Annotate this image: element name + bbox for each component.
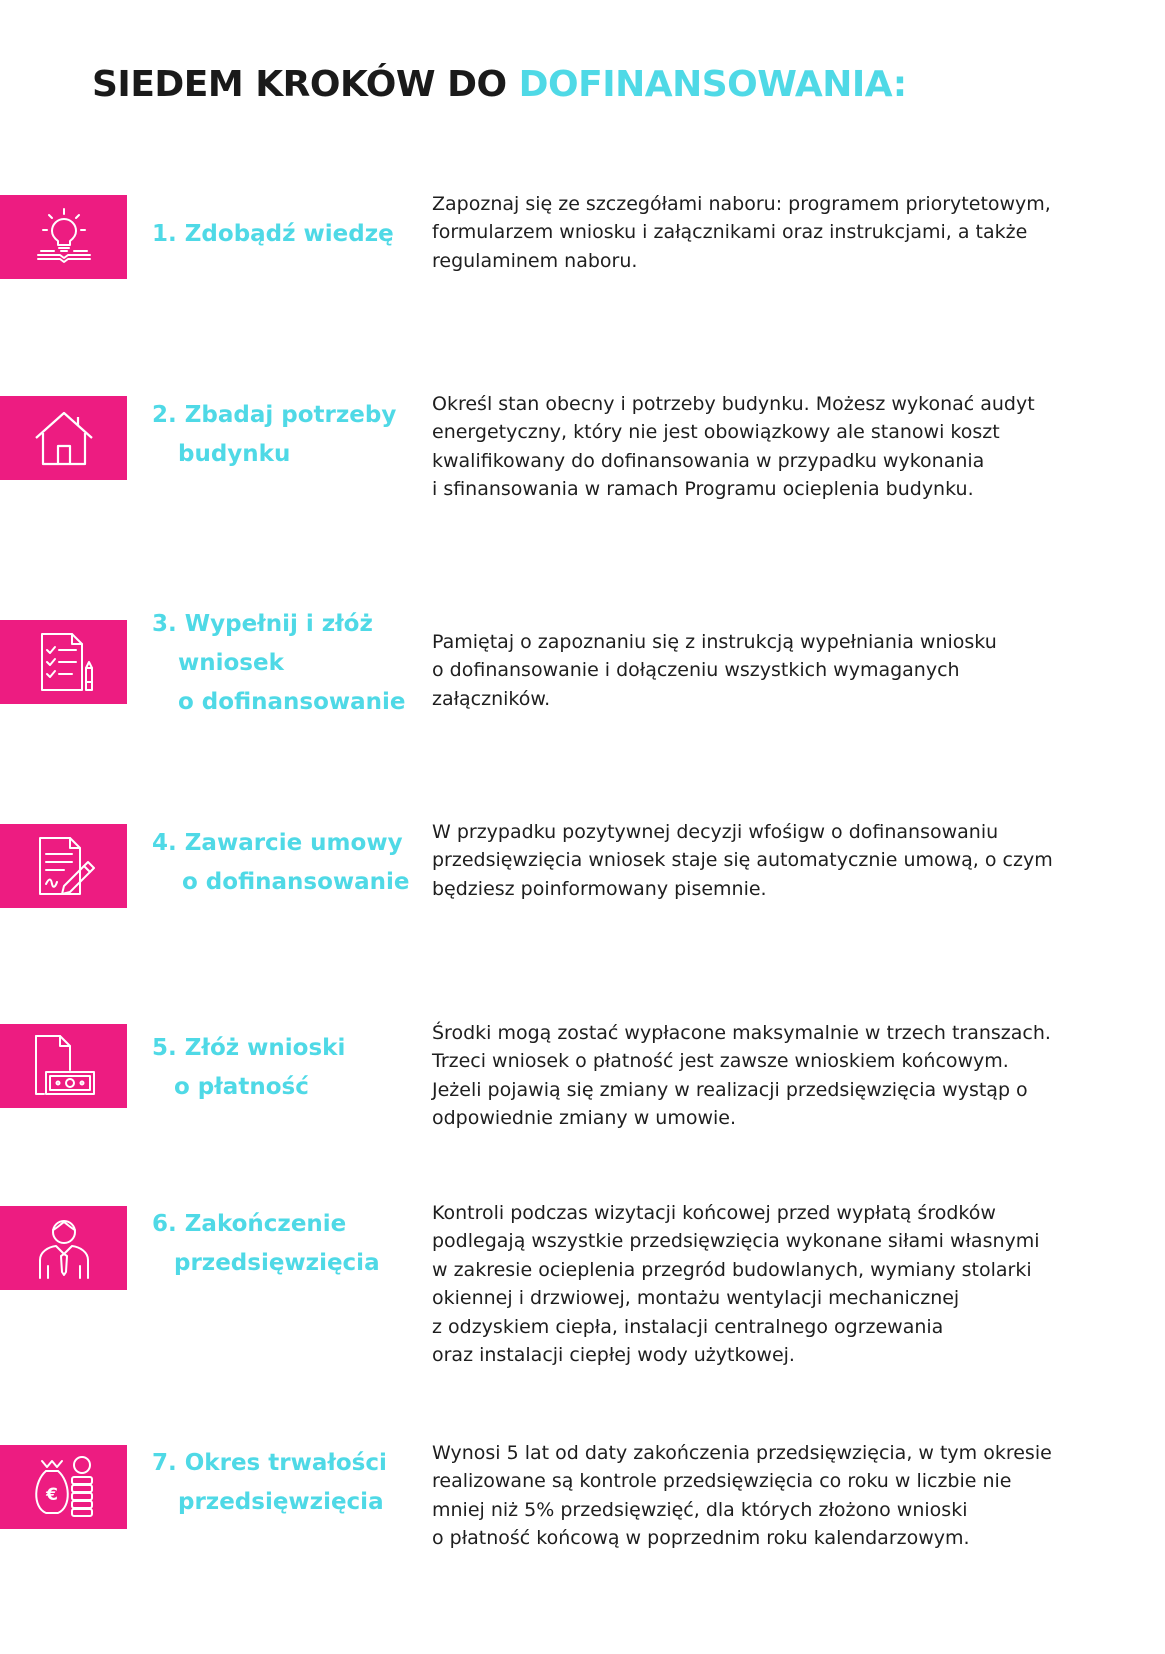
step-1-description — [432, 190, 1122, 275]
step-6-title — [152, 1205, 380, 1283]
step-6-title-line: przedsięwzięcia — [174, 1250, 380, 1276]
description-line: Zapoznaj się ze szczegółami naboru: programem priorytetowym, — [432, 193, 1051, 215]
step-5-title-line: 5. Złóż wnioski — [152, 1035, 346, 1061]
description-line: energetyczny, który nie jest obowiązkowy ale stanowi koszt — [432, 421, 1000, 444]
step-4-title-line: 4. Zawarcie umowy — [152, 830, 403, 856]
step-1-title-line: 1. Zdobądź wiedzę — [152, 221, 394, 247]
description-line: regulaminem naboru. — [432, 249, 638, 272]
house-icon — [28, 402, 100, 474]
businessman-icon — [28, 1212, 100, 1284]
step-2-description — [432, 390, 1122, 504]
payment-document-icon — [28, 1030, 100, 1102]
description-line: w zakresie ocieplenia przegród budowlanych, wymiany stolarki — [432, 1258, 1032, 1281]
step-5-title — [152, 1029, 345, 1107]
step-3-title-line: 3. Wypełnij i złóż — [152, 611, 373, 637]
description-line: Określ stan obecny i potrzeby budynku. Możesz wykonać audyt — [432, 393, 1035, 415]
description-line: o płatność końcową w poprzednim roku kalendarzowym. — [432, 1527, 970, 1550]
step-6-title-line: 6. Zakończenie — [152, 1211, 347, 1237]
description-line: będziesz poinformowany pisemnie. — [432, 877, 767, 900]
description-line: kwalifikowany do dofinansowania w przypadku wykonania — [432, 449, 985, 472]
step-4-description — [432, 818, 1122, 903]
page-title — [92, 64, 907, 105]
title-part1: SIEDEM KROKÓW DO — [92, 64, 507, 105]
step-2-title-line: budynku — [178, 441, 291, 467]
description-line: przedsięwzięcia wniosek staje się automatycznie umową, o czym — [432, 849, 1053, 872]
step-4-title — [152, 824, 410, 902]
step-3-title-line: o dofinansowanie — [178, 689, 406, 715]
step-7-title-line: 7. Okres trwałości — [152, 1450, 387, 1476]
step-5-title-line: o płatność — [174, 1074, 309, 1100]
description-line: mniej niż 5% przedsięwzięć, dla których złożono wnioski — [432, 1498, 968, 1521]
description-line: odpowiednie zmiany w umowie. — [432, 1107, 737, 1130]
description-line: Kontroli podczas wizytacji końcowej przed wypłatą środków — [432, 1202, 996, 1224]
step-6-description — [432, 1199, 1122, 1369]
step-7-description — [432, 1439, 1122, 1553]
step-2-title-line: 2. Zbadaj potrzeby — [152, 402, 397, 428]
step-3-icon-box — [0, 620, 127, 704]
description-line: Jeżeli pojawią się zmiany w realizacji przedsięwzięcia wystąp o — [432, 1078, 1028, 1101]
step-7-icon-box — [0, 1445, 127, 1529]
description-line: Pamiętaj o zapoznaniu się z instrukcją wypełniania wniosku — [432, 631, 997, 653]
step-3-title-line: wniosek — [178, 650, 284, 676]
description-line: realizowane są kontrole przedsięwzięcia co roku w liczbie nie — [432, 1470, 1012, 1493]
step-4-title-line: o dofinansowanie — [182, 869, 410, 895]
contract-signing-icon — [28, 830, 100, 902]
description-line: W przypadku pozytywnej decyzji wfośigw o dofinansowaniu — [432, 821, 999, 843]
description-line: formularzem wniosku i załącznikami oraz instrukcjami, a także — [432, 221, 1028, 244]
step-7-title-line: przedsięwzięcia — [178, 1489, 384, 1515]
step-3-description — [432, 628, 1122, 713]
description-line: podlegają wszystkie przedsięwzięcia wykonane siłami własnymi — [432, 1230, 1040, 1253]
step-1-icon-box — [0, 195, 127, 279]
checklist-form-icon — [28, 626, 100, 698]
money-bag-coins-icon — [28, 1451, 100, 1523]
description-line: Trzeci wniosek o płatność jest zawsze wnioskiem końcowym. — [432, 1050, 1009, 1073]
step-3-title — [152, 605, 406, 722]
description-line: okiennej i drzwiowej, montażu wentylacji mechanicznej — [432, 1287, 960, 1310]
step-5-description — [432, 1019, 1122, 1133]
step-1-title — [152, 215, 394, 254]
step-2-title — [152, 396, 396, 474]
description-line: oraz instalacji ciepłej wody użytkowej. — [432, 1344, 795, 1367]
description-line: Wynosi 5 lat od daty zakończenia przedsięwzięcia, w tym okresie — [432, 1442, 1052, 1464]
description-line: Środki mogą zostać wypłacone maksymalnie w trzech transzach. — [432, 1022, 1051, 1044]
description-line: o dofinansowanie i dołączeniu wszystkich wymaganych — [432, 659, 960, 682]
step-4-icon-box — [0, 824, 127, 908]
title-part2: DOFINANSOWANIA: — [518, 64, 907, 105]
step-6-icon-box — [0, 1206, 127, 1290]
step-7-title — [152, 1444, 387, 1522]
description-line: z odzyskiem ciepła, instalacji centralnego ogrzewania — [432, 1315, 944, 1338]
step-2-icon-box — [0, 396, 127, 480]
description-line: i sfinansowania w ramach Programu ocieplenia budynku. — [432, 478, 974, 501]
lightbulb-book-icon — [28, 201, 100, 273]
svg-text:€: € — [45, 1485, 58, 1505]
description-line: załączników. — [432, 687, 551, 710]
step-5-icon-box — [0, 1024, 127, 1108]
